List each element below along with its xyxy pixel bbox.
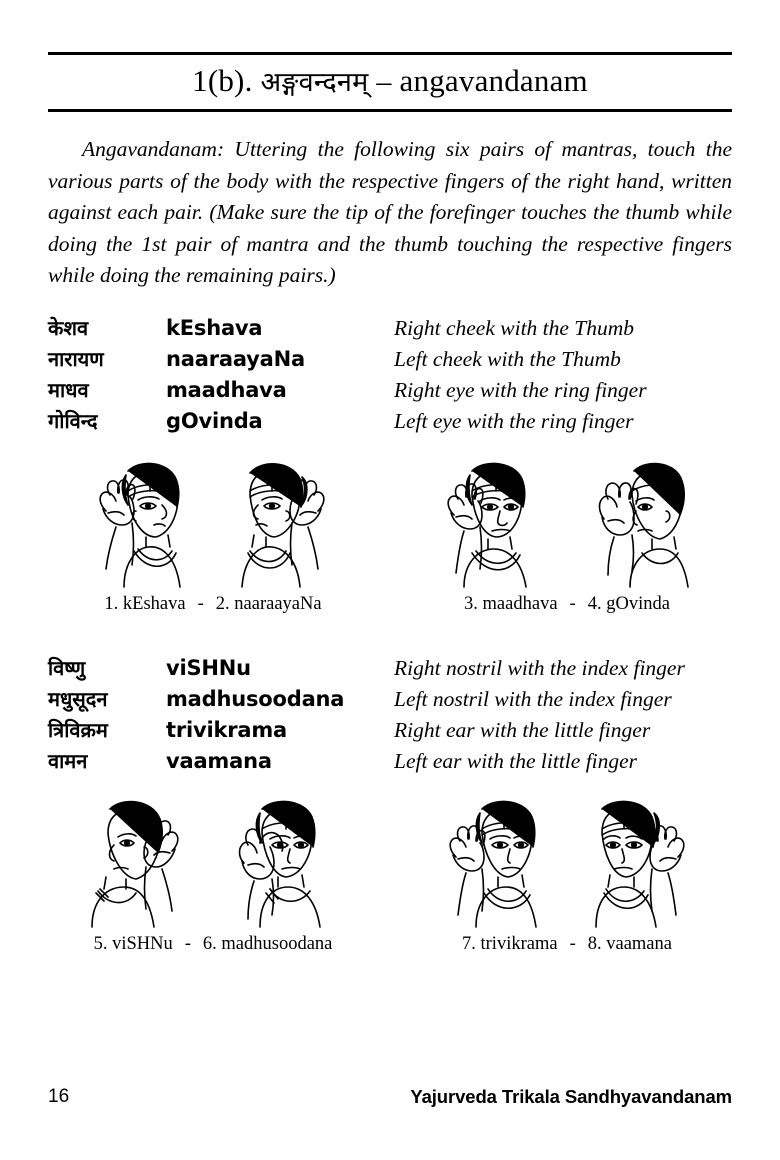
mantra-instruction: Right ear with the little finger xyxy=(394,718,651,743)
intro-paragraph: Angavandanam: Uttering the following six pairs of mantras, touch the various parts of the body with the respective fingers of the right hand, written against each pair. (Make sure the tip of the forefinger touches the thumb while doing the 1st pair of mantra and the thumb touching the respective fingers while doing the remaining pairs.) xyxy=(48,137,732,288)
figure-row-group1 xyxy=(48,449,732,615)
mantra-table-group1 xyxy=(48,313,732,437)
caption-label: 4. gOvinda xyxy=(587,594,670,615)
table-row xyxy=(48,406,732,437)
mantra-instruction: Right nostril with the index finger xyxy=(394,656,685,681)
page-footer xyxy=(48,1086,732,1108)
table-row xyxy=(48,313,732,344)
figure-group-5-6 xyxy=(48,789,378,955)
illustration-madhusoodana xyxy=(220,789,350,929)
caption-label: 1. kEshava xyxy=(104,594,186,615)
caption-label: 6. madhusoodana xyxy=(202,934,333,955)
mantra-table-group2 xyxy=(48,653,732,777)
page-title-block xyxy=(48,52,732,112)
figure-caption-1-2 xyxy=(48,594,378,615)
document-page xyxy=(0,52,780,1160)
mantra-roman: naaraayaNa xyxy=(166,347,305,372)
figure-group-1-2 xyxy=(48,449,378,615)
figure-caption-7-8 xyxy=(402,934,732,955)
illustration-naaraayaNa xyxy=(220,449,350,589)
mantra-devanagari: केशव xyxy=(48,316,89,341)
mantra-devanagari: त्रिविक्रम xyxy=(48,718,108,743)
illustration-gOvinda xyxy=(574,449,704,589)
illustration-viSHNu xyxy=(76,789,206,929)
caption-label: 7. trivikrama xyxy=(462,934,558,955)
figure-caption-3-4 xyxy=(402,594,732,615)
illustration-maadhava xyxy=(430,449,560,589)
mantra-devanagari: वामन xyxy=(48,749,88,774)
table-row xyxy=(48,375,732,406)
figure-images xyxy=(48,789,378,929)
caption-dash: - xyxy=(184,934,191,955)
mantra-instruction: Left nostril with the index finger xyxy=(394,687,672,712)
mantra-roman: trivikrama xyxy=(166,718,288,743)
caption-label: 2. naaraayaNa xyxy=(215,594,322,615)
caption-dash: - xyxy=(569,594,576,615)
title-devanagari: अङ्गवन्दनम् xyxy=(260,67,369,98)
mantra-roman: madhusoodana xyxy=(166,687,345,712)
illustration-kEshava xyxy=(76,449,206,589)
figure-row-group2 xyxy=(48,789,732,955)
mantra-roman: gOvinda xyxy=(166,409,263,434)
caption-dash: - xyxy=(197,594,204,615)
title-dash: – xyxy=(376,65,392,98)
mantra-devanagari: विष्णु xyxy=(48,656,86,681)
figure-group-3-4 xyxy=(402,449,732,615)
mantra-roman: maadhava xyxy=(166,378,287,403)
caption-label: 5. viSHNu xyxy=(93,934,173,955)
mantra-instruction: Left ear with the little finger xyxy=(394,749,638,774)
mantra-roman: viSHNu xyxy=(166,656,251,681)
mantra-devanagari: मधुसूदन xyxy=(48,687,108,712)
caption-label: 8. vaamana xyxy=(587,934,672,955)
mantra-instruction: Right cheek with the Thumb xyxy=(394,316,635,341)
table-row xyxy=(48,684,732,715)
mantra-instruction: Left cheek with the Thumb xyxy=(394,347,621,372)
figure-group-7-8 xyxy=(402,789,732,955)
figure-images xyxy=(48,449,378,589)
title-roman: angavandanam xyxy=(399,63,588,98)
mantra-devanagari: गोविन्द xyxy=(48,409,98,434)
table-row xyxy=(48,344,732,375)
table-row xyxy=(48,715,732,746)
mantra-roman: vaamana xyxy=(166,749,272,774)
mantra-roman: kEshava xyxy=(166,316,263,341)
mantra-instruction: Left eye with the ring finger xyxy=(394,409,634,434)
title-number: 1(b). xyxy=(192,63,253,98)
footer-book-title: Yajurveda Trikala Sandhyavandanam xyxy=(410,1086,732,1107)
table-row xyxy=(48,653,732,684)
page-title xyxy=(48,62,732,99)
figure-images xyxy=(402,789,732,929)
illustration-trivikrama xyxy=(430,789,560,929)
page-number: 16 xyxy=(48,1086,70,1107)
figure-caption-5-6 xyxy=(48,934,378,955)
figure-images xyxy=(402,449,732,589)
table-row xyxy=(48,746,732,777)
caption-dash: - xyxy=(569,934,576,955)
mantra-devanagari: माधव xyxy=(48,378,89,403)
caption-label: 3. maadhava xyxy=(464,594,558,615)
mantra-devanagari: नारायण xyxy=(48,347,104,372)
illustration-vaamana xyxy=(574,789,704,929)
mantra-instruction: Right eye with the ring finger xyxy=(394,378,647,403)
